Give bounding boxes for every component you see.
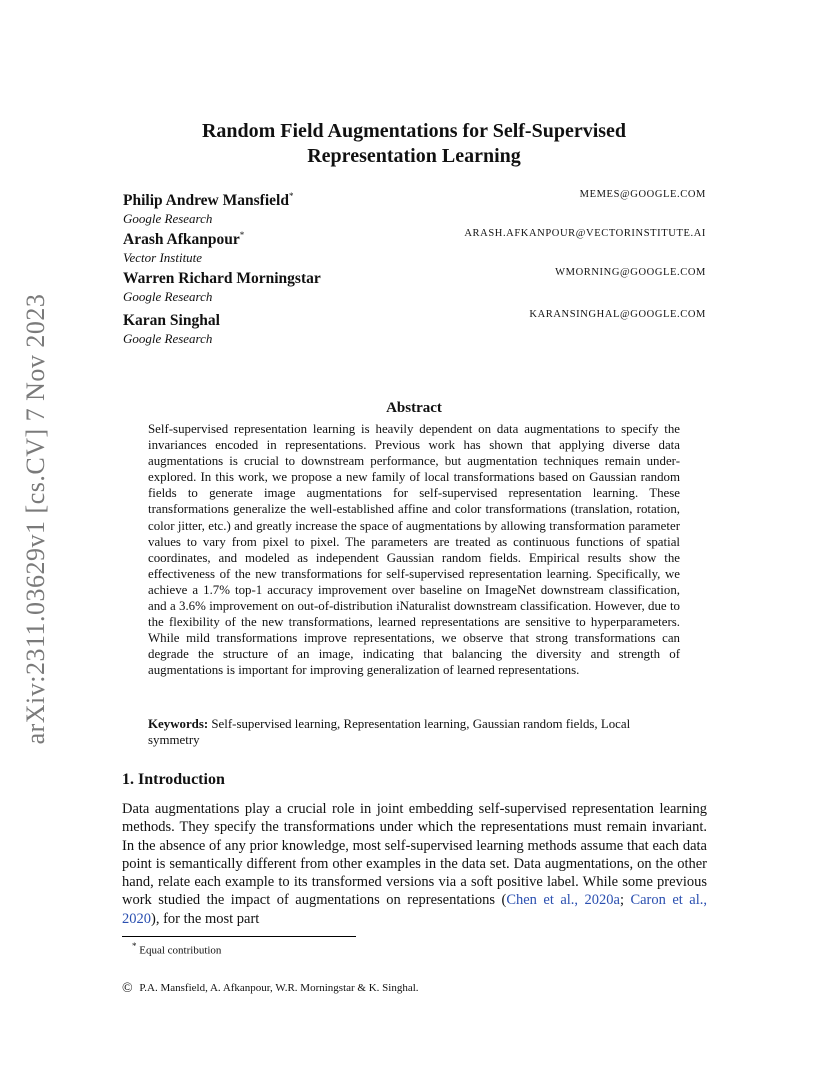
copyright-line [122, 981, 419, 997]
author-email: MEMES@GOOGLE.COM [579, 189, 706, 200]
citation-separator: , [574, 892, 585, 909]
citation-year: 2020a [584, 892, 620, 909]
section-heading: 1. Introduction [122, 771, 225, 788]
author-affiliation: Google Research [123, 211, 213, 227]
keywords-label: Keywords: [148, 717, 209, 731]
keywords-text: Self-supervised learning, Representation learning, Gaussian random fields, Local symmetry [148, 717, 631, 748]
author-affiliation: Google Research [123, 331, 213, 347]
abstract-text: Self-supervised representation learning is heavily dependent on data augmentations to specify the invariances encoded in representations. Previous work has shown that applying diverse data augmentations is crucial to downstream performance, but augmentation techniques remain under-explored. In this work, we propose a new family of local transformations based on Gaussian random fields to generate image augmentations for self-supervised representation learning. These transformations generalize the well-established affine and color transformations (translation, rotation, color jitter, etc.) and greatly increase the space of augmentations by allowing transformation parameter values to vary from pixel to pixel. The parameters are treated as continuous functions of spatial coordinates, and modeled as independent Gaussian random fields. Empirical results show the effectiveness of the new transformations for self-supervised representation learning. Specifically, we achieve a 1.7% top-1 accuracy improvement over baseline on ImageNet downstream classification, and a 3.6% improvement on out-of-distribution iNaturalist downstream classification. However, due to the flexibility of the new transformations, learned representations are sensitive to hyperparameters. While mild transformations improve representations, we observe that strong transformations can degrade the structure of an image, indicating that balancing the diversity and strength of augmentations is important for improving generalization of learned representations. [148, 422, 680, 678]
citation-link[interactable] [506, 892, 620, 908]
author-affiliation: Google Research [123, 289, 213, 305]
keywords [148, 716, 680, 748]
author-name: Arash Afkanpour [123, 231, 240, 249]
author-footnote-mark: * [239, 230, 245, 240]
citation-year: 2020 [122, 910, 151, 927]
intro-paragraph [122, 800, 707, 928]
footnote-mark: * [132, 941, 137, 951]
author-block [123, 265, 706, 305]
author-block [123, 226, 706, 266]
intro-text-after: ), for the most part [151, 910, 260, 927]
title-line-2: Representation Learning [307, 145, 521, 167]
arxiv-stamp: arXiv:2311.03629v1 [cs.CV] 7 Nov 2023 [21, 293, 50, 745]
author-name: Karan Singhal [123, 312, 220, 330]
intro-text-before: Data augmentations play a crucial role in joint embedding self-supervised representation learning methods. They specify the transformations under which the representations must remain invariant. In the absence of any prior knowledge, most self-supervised learning methods assume that each data point is semantically different from other examples in the data set. Data augmentations, on the other hand, relate each example to its transformed versions via a soft positive label. While some previous work studied the impact of augmentations on representations ( [122, 801, 707, 909]
author-name: Philip Andrew Mansfield [123, 192, 289, 210]
citation-author: Chen et al. [506, 892, 575, 909]
citation-author: Caron et al. [630, 892, 704, 909]
author-footnote-mark: * [288, 191, 294, 201]
abstract-heading: Abstract [386, 400, 442, 416]
footnote-text: Equal contribution [139, 944, 222, 957]
author-email: KARANSINGHAL@GOOGLE.COM [529, 309, 706, 320]
copyright-text: P.A. Mansfield, A. Afkanpour, W.R. Morningstar & K. Singhal. [139, 982, 419, 994]
footnote [132, 941, 221, 957]
author-email: WMORNING@GOOGLE.COM [555, 267, 706, 278]
author-name: Warren Richard Morningstar [123, 270, 321, 288]
citation-separator: ; [619, 892, 631, 909]
author-block [123, 307, 706, 347]
citation-separator: , [703, 892, 707, 909]
paper-title [122, 119, 706, 169]
author-affiliation: Vector Institute [123, 250, 203, 266]
copyright-icon: © [122, 981, 133, 996]
footnote-rule [122, 936, 356, 937]
author-email: ARASH.AFKANPOUR@VECTORINSTITUTE.AI [464, 228, 706, 239]
author-block [123, 187, 706, 227]
title-line-1: Random Field Augmentations for Self-Supervised [201, 120, 627, 142]
